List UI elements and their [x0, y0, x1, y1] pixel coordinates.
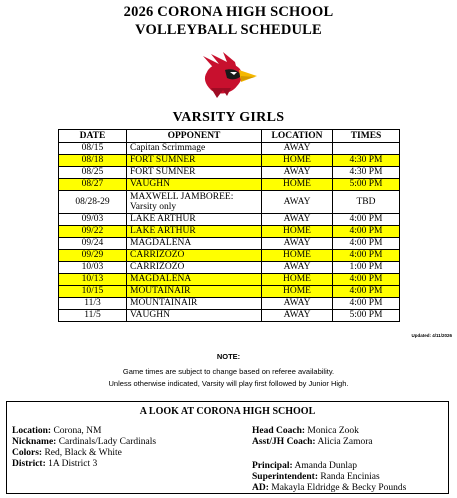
cell-time: 4:00 PM	[333, 286, 400, 298]
table-row	[59, 274, 400, 286]
cell-opponent: MAXWELL JAMBOREE: Varsity only	[127, 191, 262, 214]
info-location: Location: Corona, NM	[12, 426, 102, 436]
table-row	[59, 250, 400, 262]
cell-date: 10/15	[59, 286, 127, 298]
info-asst-coach: Asst/JH Coach: Alicia Zamora	[252, 437, 373, 447]
note-line: Game times are subject to change based on referee availability.	[122, 367, 335, 376]
cell-location: HOME	[262, 286, 333, 298]
column-header-location: LOCATION	[262, 130, 333, 143]
cell-opponent: FORT SUMNER	[127, 167, 262, 179]
column-header-times: TIMES	[333, 130, 400, 143]
cell-opponent: Capitan Scrimmage	[127, 143, 262, 155]
table-row	[59, 238, 400, 250]
schedule-title: VOLLEYBALL SCHEDULE	[135, 22, 322, 38]
cell-time: 4:30 PM	[333, 167, 400, 179]
cell-opponent: MOUTAINAIR	[127, 286, 262, 298]
cell-time: 5:00 PM	[333, 179, 400, 191]
cell-date: 08/15	[59, 143, 127, 155]
cell-opponent: VAUGHN	[127, 310, 262, 322]
cell-date: 08/28-29	[59, 191, 127, 214]
cell-location: AWAY	[262, 238, 333, 250]
cell-time: 4:00 PM	[333, 226, 400, 238]
cell-time: 1:00 PM	[333, 262, 400, 274]
table-row	[59, 167, 400, 179]
info-nickname: Nickname: Cardinals/Lady Cardinals	[12, 437, 157, 447]
cell-date: 09/29	[59, 250, 127, 262]
cell-opponent: LAKE ARTHUR	[127, 214, 262, 226]
info-colors: Colors: Red, Black & White	[12, 448, 122, 458]
cell-date: 08/27	[59, 179, 127, 191]
table-row	[59, 143, 400, 155]
column-header-opponent: OPPONENT	[127, 130, 262, 143]
note-line: Unless otherwise indicated, Varsity will play first followed by Junior High.	[108, 379, 349, 388]
cell-opponent: CARRIZOZO	[127, 250, 262, 262]
team-subtitle: VARSITY GIRLS	[172, 110, 285, 125]
info-head-coach: Head Coach: Monica Zook	[252, 426, 359, 436]
school-info-box	[6, 401, 449, 494]
cell-opponent: MOUNTAINAIR	[127, 298, 262, 310]
cell-opponent: CARRIZOZO	[127, 262, 262, 274]
cell-location: AWAY	[262, 143, 333, 155]
schedule-table	[58, 129, 400, 322]
cell-time: 4:00 PM	[333, 274, 400, 286]
cell-opponent: MAGDALENA	[127, 238, 262, 250]
school-title: 2026 CORONA HIGH SCHOOL	[123, 4, 334, 20]
info-athletic-director: AD: Makayla Eldridge & Becky Pounds	[252, 483, 407, 493]
cell-date: 09/24	[59, 238, 127, 250]
table-row	[59, 262, 400, 274]
cell-date: 08/18	[59, 155, 127, 167]
cell-location: AWAY	[262, 262, 333, 274]
cell-date: 10/03	[59, 262, 127, 274]
cell-opponent: VAUGHN	[127, 179, 262, 191]
updated-date: Updated: 4/11/2026	[411, 333, 452, 338]
cell-time	[333, 143, 400, 155]
cell-time: 4:00 PM	[333, 298, 400, 310]
note-heading: NOTE:	[216, 352, 241, 361]
table-row	[59, 155, 400, 167]
table-row	[59, 310, 400, 322]
cell-opponent: LAKE ARTHUR	[127, 226, 262, 238]
table-header-row	[59, 130, 400, 143]
cell-date: 09/22	[59, 226, 127, 238]
table-row	[59, 214, 400, 226]
table-row	[59, 298, 400, 310]
cell-time: 4:00 PM	[333, 214, 400, 226]
cardinal-bird-icon	[197, 50, 261, 100]
cell-location: AWAY	[262, 310, 333, 322]
cell-date: 09/03	[59, 214, 127, 226]
cell-opponent: MAGDALENA	[127, 274, 262, 286]
info-title: A LOOK AT CORONA HIGH SCHOOL	[139, 406, 316, 417]
cell-location: HOME	[262, 179, 333, 191]
cell-location: AWAY	[262, 167, 333, 179]
cell-location: AWAY	[262, 191, 333, 214]
cell-time: 5:00 PM	[333, 310, 400, 322]
cell-time: 4:30 PM	[333, 155, 400, 167]
cell-date: 11/3	[59, 298, 127, 310]
cell-time: 4:00 PM	[333, 238, 400, 250]
cell-location: AWAY	[262, 214, 333, 226]
table-row	[59, 191, 400, 214]
cell-date: 10/13	[59, 274, 127, 286]
info-principal: Principal: Amanda Dunlap	[252, 461, 358, 471]
cell-location: HOME	[262, 250, 333, 262]
info-superintendent: Superintendent: Randa Encinias	[252, 472, 380, 482]
cell-location: AWAY	[262, 298, 333, 310]
table-row	[59, 179, 400, 191]
cell-time: TBD	[333, 191, 400, 214]
cell-time: 4:00 PM	[333, 250, 400, 262]
table-row	[59, 286, 400, 298]
info-district: District: 1A District 3	[12, 459, 98, 469]
cell-opponent: FORT SUMNER	[127, 155, 262, 167]
cell-location: HOME	[262, 274, 333, 286]
cell-location: HOME	[262, 226, 333, 238]
table-row	[59, 226, 400, 238]
cell-date: 11/5	[59, 310, 127, 322]
column-header-date: DATE	[59, 130, 127, 143]
cell-location: HOME	[262, 155, 333, 167]
cell-date: 08/25	[59, 167, 127, 179]
